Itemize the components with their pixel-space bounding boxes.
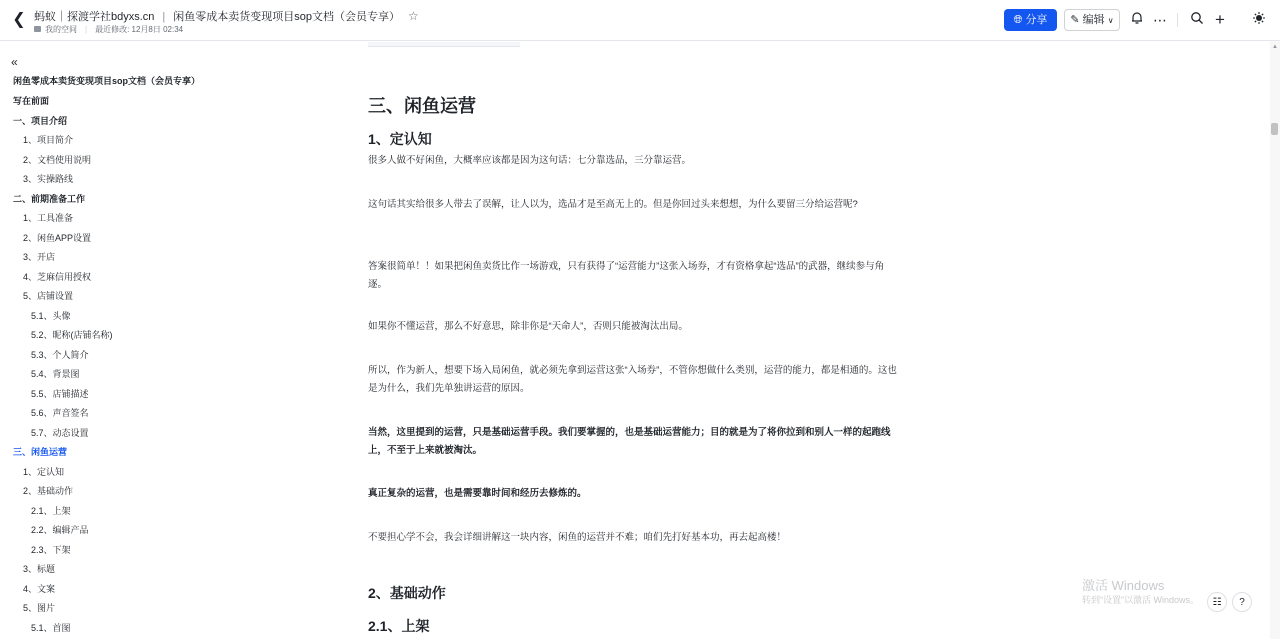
paragraph: 如果你不懂运营，那么不好意思，除非你是“天命人”，否则只能被淘汰出局。 [368,321,688,332]
paragraph: 这句话其实给很多人带去了误解，让人以为，选品才是至高无上的。但是你回过头来想想，为什么要留三分给运营呢? [368,199,858,210]
globe-icon: 🌐︎ [1013,14,1023,26]
windows-activation-title: 激活 Windows [1082,578,1165,593]
table-of-contents [0,41,250,639]
collapse-toc-icon[interactable]: « [11,55,18,69]
sun-icon[interactable] [1250,11,1268,29]
toc-item[interactable]: 5.3、个人简介 [31,349,89,360]
toc-item[interactable]: 5.6、声音签名 [31,408,89,418]
scrollbar-thumb[interactable] [1271,123,1278,135]
meta-divider: | [85,25,88,34]
last-modified: 最近修改: 12月8日 02:34 [95,25,184,34]
share-button[interactable] [1004,9,1057,31]
heading-1: 三、闲鱼运营 [368,96,476,116]
toc-item[interactable]: 1、项目简介 [23,135,74,145]
toc-item[interactable]: 4、芝麻信用授权 [23,271,92,282]
toc-item[interactable]: 5.7、动态设置 [31,427,89,438]
paragraph-bold: 真正复杂的运营，也是需要靠时间和经历去修炼的。 [368,488,587,499]
bell-icon[interactable] [1128,11,1146,29]
toc-item[interactable]: 3、开店 [23,252,56,262]
paragraph: 所以，作为新人，想要下场入局闲鱼，就必须先拿到运营这张“入场券”，不管你想做什么类别，运营的能力，都是相通的。这也是为什么，我们先单独讲运营的原因。 [368,365,897,394]
toc-item[interactable]: 5.2、昵称(店铺名称) [31,330,113,340]
toc-item[interactable]: 2、闲鱼APP设置 [23,232,92,243]
toc-item[interactable]: 2、基础动作 [23,486,74,496]
toc-item[interactable]: 2.3、下架 [31,544,71,555]
embedded-block-edge [368,42,520,47]
plus-icon[interactable]: + [1215,10,1225,29]
toc-item[interactable]: 2、文档使用说明 [23,154,92,165]
toc-item[interactable]: 2.1、上架 [31,505,71,516]
toc-item[interactable]: 写在前面 [13,96,50,106]
doc-meta [34,24,183,35]
back-arrow-icon[interactable]: ❮ [12,11,26,28]
pencil-icon: ✎ [1070,14,1080,26]
toc-item[interactable]: 4、文案 [23,583,56,594]
paragraph: 很多人做不好闲鱼，大概率应该都是因为这句话：七分靠选品，三分靠运营。 [368,155,692,166]
toc-item[interactable]: 三、闲鱼运营 [13,447,68,457]
search-icon[interactable] [1188,11,1206,29]
toc-item[interactable]: 二、前期准备工作 [13,193,86,204]
heading-3-sec21: 2.1、上架 [368,618,430,634]
paragraph-bold: 当然，这里提到的运营，只是基础运营手段。我们要掌握的，也是基础运营能力；目的就是为了将你拉到和别人一样的起跑线上，不至于上来就被淘汰。 [368,427,891,456]
more-icon[interactable]: ⋯ [1153,12,1167,28]
scroll-up-arrow-icon[interactable]: ▲ [1272,44,1278,50]
chevron-down-icon: ∨ [1107,16,1114,25]
share-label: 分享 [1025,14,1048,26]
paragraph: 不要担心学不会，我会详细讲解这一块内容，闲鱼的运营并不难；咱们先打好基本功，再去起高楼！ [368,532,787,543]
toc-item[interactable]: 1、定认知 [23,466,65,477]
toc-item[interactable]: 5.1、首图 [31,622,71,633]
toc-item[interactable]: 3、标题 [23,564,56,574]
breadcrumb-space[interactable]: 蚂蚁｜探渡学社bdyxs.cn [34,11,155,23]
toc-item[interactable]: 3、实操路线 [23,174,74,184]
location-label[interactable]: 我的空间 [45,25,77,34]
heading-2-sec2: 2、基础动作 [368,585,446,601]
toc-item[interactable]: 5.5、店铺描述 [31,388,89,399]
breadcrumb [34,8,419,24]
toc-item[interactable]: 5.1、头像 [31,310,71,321]
breadcrumb-doc-title[interactable]: 闲鱼零成本卖货变现项目sop文档（会员专享） [173,11,401,23]
star-icon[interactable]: ☆ [408,9,419,23]
breadcrumb-separator: | [162,11,166,23]
toc-item[interactable]: 2.2、编辑产品 [31,525,89,535]
doc-outline-icon[interactable]: ☷ [1207,592,1227,612]
toc-item[interactable]: 5.4、背景图 [31,369,80,379]
windows-activation-hint: 转到“设置”以激活 Windows。 [1082,595,1200,605]
header-divider [1177,13,1178,27]
heading-2-sec1: 1、定认知 [368,131,432,147]
toc-item[interactable]: 一、项目介绍 [13,115,68,126]
paragraph: 答案很简单！！如果把闲鱼卖货比作一场游戏，只有获得了“运营能力”这张入场券，才有资格拿起“选品”的武器，继续参与角逐。 [368,261,885,290]
folder-icon [34,26,41,32]
top-bar [0,0,1280,41]
toc-item[interactable]: 5、店铺设置 [23,291,74,301]
edit-button[interactable] [1064,9,1120,31]
edit-label: 编辑 [1082,14,1105,26]
toc-item[interactable]: 1、工具准备 [23,213,74,223]
toc-doc-title[interactable]: 闲鱼零成本卖货变现项目sop文档（会员专享） [13,76,201,86]
help-icon[interactable]: ? [1232,592,1252,612]
toc-item[interactable]: 5、图片 [23,603,56,613]
